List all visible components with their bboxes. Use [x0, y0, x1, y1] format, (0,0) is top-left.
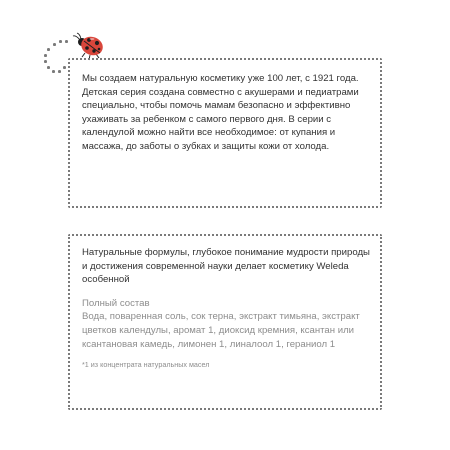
trail-dot [44, 60, 47, 63]
trail-dot [47, 48, 50, 51]
trail-dot [63, 66, 66, 69]
trail-dot [58, 70, 61, 73]
trail-dot [44, 54, 47, 57]
composition-card [68, 234, 382, 410]
intro-text: Мы создаем натуральную косметику уже 100 лет, с 1921 года. Детская серия создана совместно с акушерами и педиатрами специально, чтобы помочь мамам безопасно и эффективно ухаживать за ребенком с самого первого дня. В серии с календулой можно найти все необходимое: от купания и массажа, до заботы о зубках и защиты кожи от холода. [82, 73, 359, 152]
trail-dot [47, 66, 50, 69]
trail-dot [59, 40, 62, 43]
composition-heading: Полный состав [82, 297, 150, 309]
composition-lead-text: Натуральные формулы, глубокое понимание мудрости природы и достижения современной науки делает косметику Weleda особенной [82, 247, 370, 286]
trail-dot [53, 43, 56, 46]
trail-dot [65, 40, 68, 43]
intro-card [68, 58, 382, 208]
ingredients-list: Вода, поваренная соль, сок терна, экстракт тимьяна, экстракт цветков календулы, аромат 1, диоксид кремния, ксантан или ксантановая камедь, лимонен 1, линалоол 1, гераниол 1 [82, 311, 360, 350]
footnote: *1 из концентрата натуральных масел [82, 360, 210, 370]
trail-dot [52, 70, 55, 73]
